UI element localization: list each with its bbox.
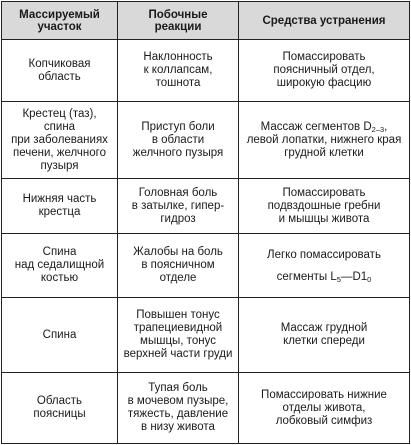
header-side-reactions: Побочные реакции xyxy=(118,2,239,40)
remedy-text-cont: , левой лопатки, нижнего края грудной клетки xyxy=(246,120,402,159)
header-row xyxy=(2,2,410,40)
table-row xyxy=(2,179,410,234)
reaction-cell: Повышен тонус трапециевидной мышцы, тонус верхней части груди xyxy=(118,298,239,373)
remedy-cell xyxy=(239,102,410,179)
remedy-text-cont: сегменты L xyxy=(276,270,337,283)
remedy-text-mid: —D1 xyxy=(340,270,368,283)
segment-subscript: 2–3 xyxy=(371,124,385,134)
reaction-cell: Тупая боль в мочевом пузыре, тяжесть, давление в низу живота xyxy=(118,373,239,444)
reaction-cell: Наклонность к коллапсам, тошнота xyxy=(118,40,239,102)
segment-subscript: 5 xyxy=(336,274,341,284)
remedy-cell: Помассировать нижние отделы живота, лобковый симфиз xyxy=(239,373,410,444)
reaction-cell: Головная боль в затылке, гипер- гидроз xyxy=(118,179,239,234)
area-cell: Копчиковая область xyxy=(2,40,118,102)
table-row xyxy=(2,373,410,444)
area-cell: Нижняя часть крестца xyxy=(2,179,118,234)
remedy-cell: Помассировать поясничный отдел, широкую фасцию xyxy=(239,40,410,102)
reaction-cell: Жалобы на боль в поясничном отделе xyxy=(118,234,239,298)
header-massaged-area: Массируемый участок xyxy=(2,2,118,40)
area-cell: Крестец (таз), спина при заболеваниях печени, желчного пузыря xyxy=(2,102,118,179)
remedy-cell: Помассировать подвздошные гребни и мышцы живота xyxy=(239,179,410,234)
area-cell: Спина над седалищной костью xyxy=(2,234,118,298)
reaction-cell: Приступ боли в области желчного пузыря xyxy=(118,102,239,179)
table-row xyxy=(2,40,410,102)
header-remedies: Средства устранения xyxy=(239,2,410,40)
table-row xyxy=(2,102,410,179)
remedy-text: Легко помассировать xyxy=(267,248,381,261)
area-cell: Спина xyxy=(2,298,118,373)
table-row xyxy=(2,234,410,298)
table-row xyxy=(2,298,410,373)
remedy-cell xyxy=(239,234,410,298)
remedy-text: Массаж сегментов D xyxy=(260,120,372,133)
area-cell: Область поясницы xyxy=(2,373,118,444)
side-effects-table xyxy=(1,1,410,444)
segment-subscript: 0 xyxy=(367,274,372,284)
remedy-cell: Массаж грудной клетки спереди xyxy=(239,298,410,373)
